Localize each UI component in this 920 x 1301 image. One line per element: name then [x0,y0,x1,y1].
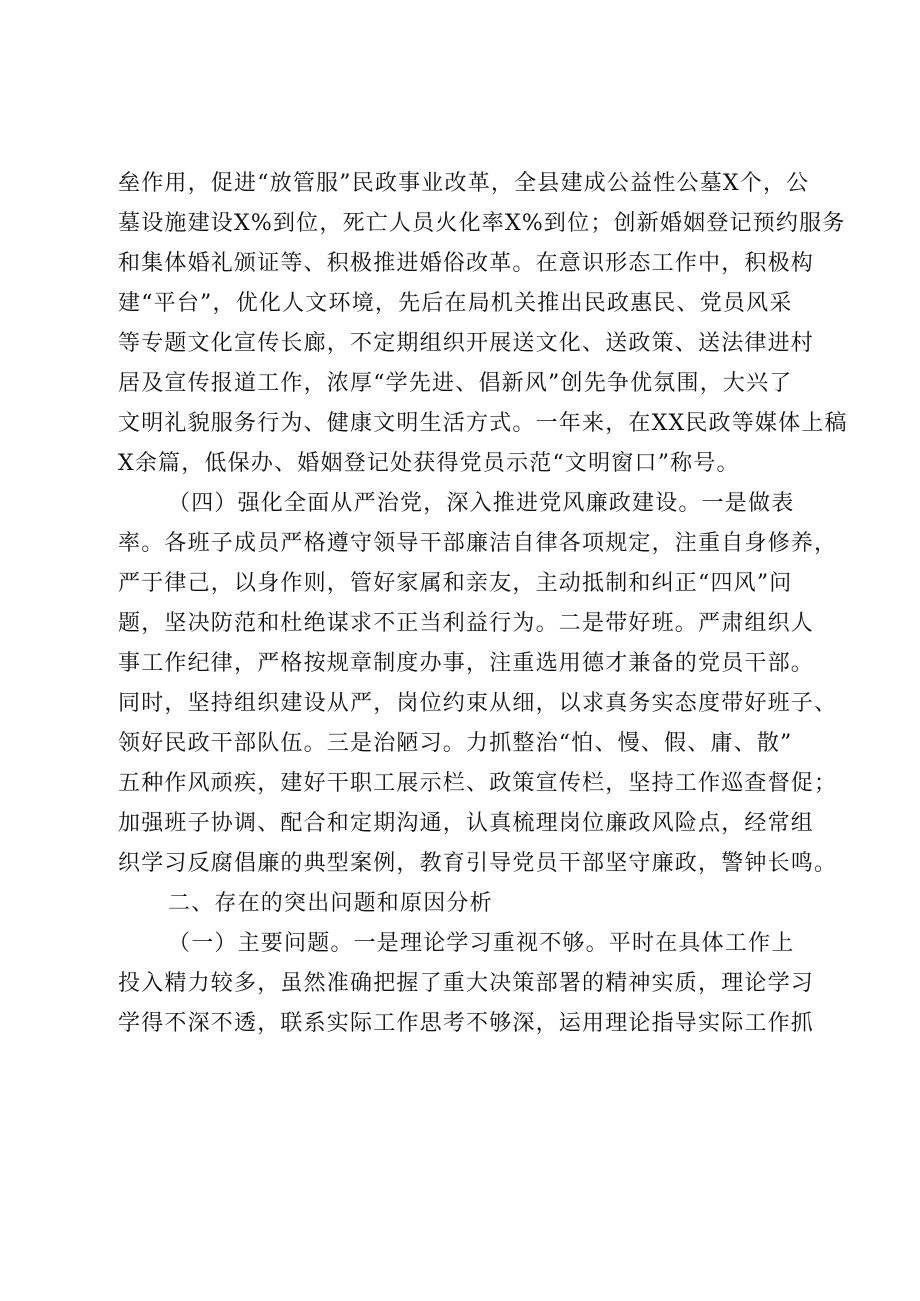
paragraph-line: 严于律己，以身作则，管好家属和亲友，主动抵制和纠正“四风”问 [118,571,793,596]
paragraph-line: 率。各班子成员严格遵守领导干部廉洁自律各项规定，注重自身修养， [118,531,838,556]
section-paragraph-start: （四）强化全面从严治党，深入推进党风廉政建设。一是做表 [168,491,795,516]
paragraph-line: 织学习反腐倡廉的典型案例，教育引导党员干部坚守廉政，警钟长鸣。 [118,851,838,876]
paragraph-line: 学得不深不透，联系实际工作思考不够深，运用理论指导实际工作抓 [118,1011,815,1036]
paragraph-line: X余篇，低保办、婚姻登记处获得党员示范“文明窗口”称号。 [118,451,740,476]
paragraph-line: 墓设施建设X%到位，死亡人员火化率X%到位；创新婚姻登记预约服务 [118,211,846,236]
paragraph-line: 等专题文化宣传长廊，不定期组织开展送文化、送政策、送法律进村 [118,331,815,356]
paragraph-line: 垒作用，促进“放管服”民政事业改革，全县建成公益性公墓X个，公 [118,171,810,196]
paragraph-line: 事工作纪律，严格按规章制度办事，注重选用德才兼备的党员干部。 [118,651,815,676]
section-heading: 二、存在的突出问题和原因分析 [168,891,493,916]
paragraph-line: 投入精力较多，虽然准确把握了重大决策部署的精神实质，理论学习 [118,971,815,996]
paragraph-line: 五种作风顽疾，建好干职工展示栏、政策宣传栏，坚持工作巡查督促； [118,771,838,796]
paragraph-line: 文明礼貌服务行为、健康文明生活方式。一年来，在XX民政等媒体上稿 [118,411,848,436]
paragraph-line: 和集体婚礼颁证等、积极推进婚俗改革。在意识形态工作中，积极构 [118,251,815,276]
paragraph-line: 建“平台”，优化人文环境，先后在局机关推出民政惠民、党员风采 [118,291,793,316]
paragraph-line: 题，坚决防范和杜绝谋求不正当利益行为。二是带好班。严肃组织人 [118,611,815,636]
section-paragraph-start: （一）主要问题。一是理论学习重视不够。平时在具体工作上 [168,931,795,956]
paragraph-line: 加强班子协调、配合和定期沟通，认真梳理岗位廉政风险点，经常组 [118,811,815,836]
paragraph-line: 领好民政干部队伍。三是治陋习。力抓整治“怕、慢、假、庸、散” [118,731,793,756]
paragraph-line: 居及宣传报道工作，浓厚“学先进、倡新风”创先争优氛围，大兴了 [118,371,793,396]
paragraph-line: 同时，坚持组织建设从严，岗位约束从细，以求真务实态度带好班子、 [118,691,838,716]
